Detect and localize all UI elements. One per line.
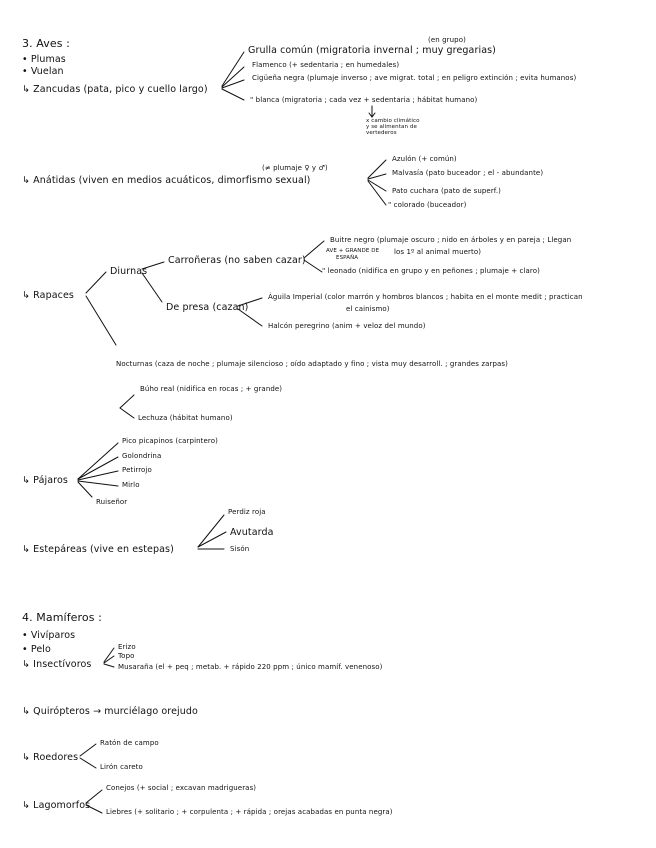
item-avutarda: Avutarda bbox=[230, 527, 274, 538]
label-diurnas: Diurnas bbox=[110, 266, 148, 277]
item-pato-cuchara: Pato cuchara (pato de superf.) bbox=[392, 187, 502, 195]
group-zancudas: ↳ Zancudas (pata, pico y cuello largo) bbox=[22, 84, 208, 95]
note-ave-grande: AVE + GRANDE DE bbox=[326, 248, 380, 254]
item-sison: Sisón bbox=[230, 545, 250, 553]
heading-aves: 3. Aves : bbox=[22, 37, 70, 50]
trait-vuelan: • Vuelan bbox=[22, 66, 64, 77]
note-cambio-3: vertederos bbox=[366, 130, 397, 136]
item-buho: Búho real (nidifica en rocas ; + grande) bbox=[140, 385, 283, 393]
item-liebres: Liebres (+ solitario ; + corpulenta ; + rápida ; orejas acabadas en punta negra) bbox=[106, 808, 393, 816]
group-esteparias: ↳ Estepáreas (vive en estepas) bbox=[22, 544, 174, 555]
item-lechuza: Lechuza (hábitat humano) bbox=[138, 414, 233, 422]
group-rapaces: ↳ Rapaces bbox=[22, 290, 74, 301]
item-halcon: Halcón peregrino (anim + veloz del mundo) bbox=[268, 322, 426, 330]
group-quiropteros: ↳ Quirópteros → murciélago orejudo bbox=[22, 706, 198, 717]
trait-pelo: • Pelo bbox=[22, 644, 51, 655]
heading-mamiferos: 4. Mamíferos : bbox=[22, 611, 102, 624]
group-lagomorfos: ↳ Lagomorfos bbox=[22, 800, 91, 811]
item-buitre-negro: Buitre negro (plumaje oscuro ; nido en árboles y en pareja ; Llegan bbox=[330, 236, 572, 244]
item-liron: Lirón careto bbox=[100, 763, 143, 771]
group-roedores: ↳ Roedores bbox=[22, 752, 79, 763]
item-topo: Topo bbox=[118, 652, 135, 660]
item-petirrojo: Petirrojo bbox=[122, 466, 152, 474]
item-mirlo: Mirlo bbox=[122, 481, 140, 489]
item-azulon: Azulón (+ común) bbox=[392, 155, 457, 163]
note-en-grupo: (en grupo) bbox=[428, 36, 466, 44]
item-erizo: Erizo bbox=[118, 643, 136, 651]
item-ruisenor: Ruiseñor bbox=[96, 498, 128, 506]
item-aguila: Águila Imperial (color marrón y hombros blancos ; habita en el monte medit ; practican bbox=[268, 293, 583, 301]
item-musarana: Musaraña (el + peq ; metab. + rápido 220 ppm ; único mamíf. venenoso) bbox=[118, 663, 383, 671]
item-golondrina: Golondrina bbox=[122, 452, 162, 460]
item-leonado: " leonado (nidifica en grupo y en peñones ; plumaje + claro) bbox=[322, 267, 540, 275]
item-aguila-cont: el cainismo) bbox=[346, 305, 390, 313]
item-pato-colorado: " colorado (buceador) bbox=[388, 201, 467, 209]
note-cambio-2: y se alimentan de bbox=[366, 124, 417, 130]
note-plumaje: (≠ plumaje ♀ y ♂) bbox=[262, 164, 328, 172]
trait-plumas: • Plumas bbox=[22, 54, 66, 65]
item-conejos: Conejos (+ social ; excavan madrigueras) bbox=[106, 784, 257, 792]
note-cambio-1: x cambio climático bbox=[366, 118, 420, 124]
label-de-presa: De presa (cazan) bbox=[166, 302, 249, 313]
item-malvasia: Malvasía (pato buceador ; el - abundante) bbox=[392, 169, 544, 177]
group-pajaros: ↳ Pájaros bbox=[22, 475, 68, 486]
trait-viviparos: • Vivíparos bbox=[22, 630, 76, 641]
item-grulla: Grulla común (migratoria invernal ; muy gregarias) bbox=[248, 45, 496, 56]
item-flamenco: Flamenco (+ sedentaria ; en humedales) bbox=[252, 61, 400, 69]
label-nocturnas: Nocturnas (caza de noche ; plumaje silencioso ; oído adaptado y fino ; vista muy desarroll. ; grandes zarpas) bbox=[116, 360, 509, 368]
item-perdiz: Perdiz roja bbox=[228, 508, 266, 516]
item-ciguena-blanca: " blanca (migratoria ; cada vez + sedentaria ; hábitat humano) bbox=[250, 96, 478, 104]
note-espana: ESPAÑA bbox=[336, 255, 359, 261]
label-carroneras: Carroñeras (no saben cazar) bbox=[168, 255, 306, 266]
group-insectivoros: ↳ Insectívoros bbox=[22, 659, 92, 670]
item-raton: Ratón de campo bbox=[100, 739, 159, 747]
item-ciguena-negra: Cigüeña negra (plumaje inverso ; ave migrat. total ; en peligro extinción ; evita humanos) bbox=[252, 74, 577, 82]
group-anatidas: ↳ Anátidas (viven en medios acuáticos, dimorfismo sexual) bbox=[22, 175, 311, 186]
item-buitre-cont: los 1º al animal muerto) bbox=[394, 248, 482, 256]
item-pico-picapinos: Pico picapinos (carpintero) bbox=[122, 437, 218, 445]
